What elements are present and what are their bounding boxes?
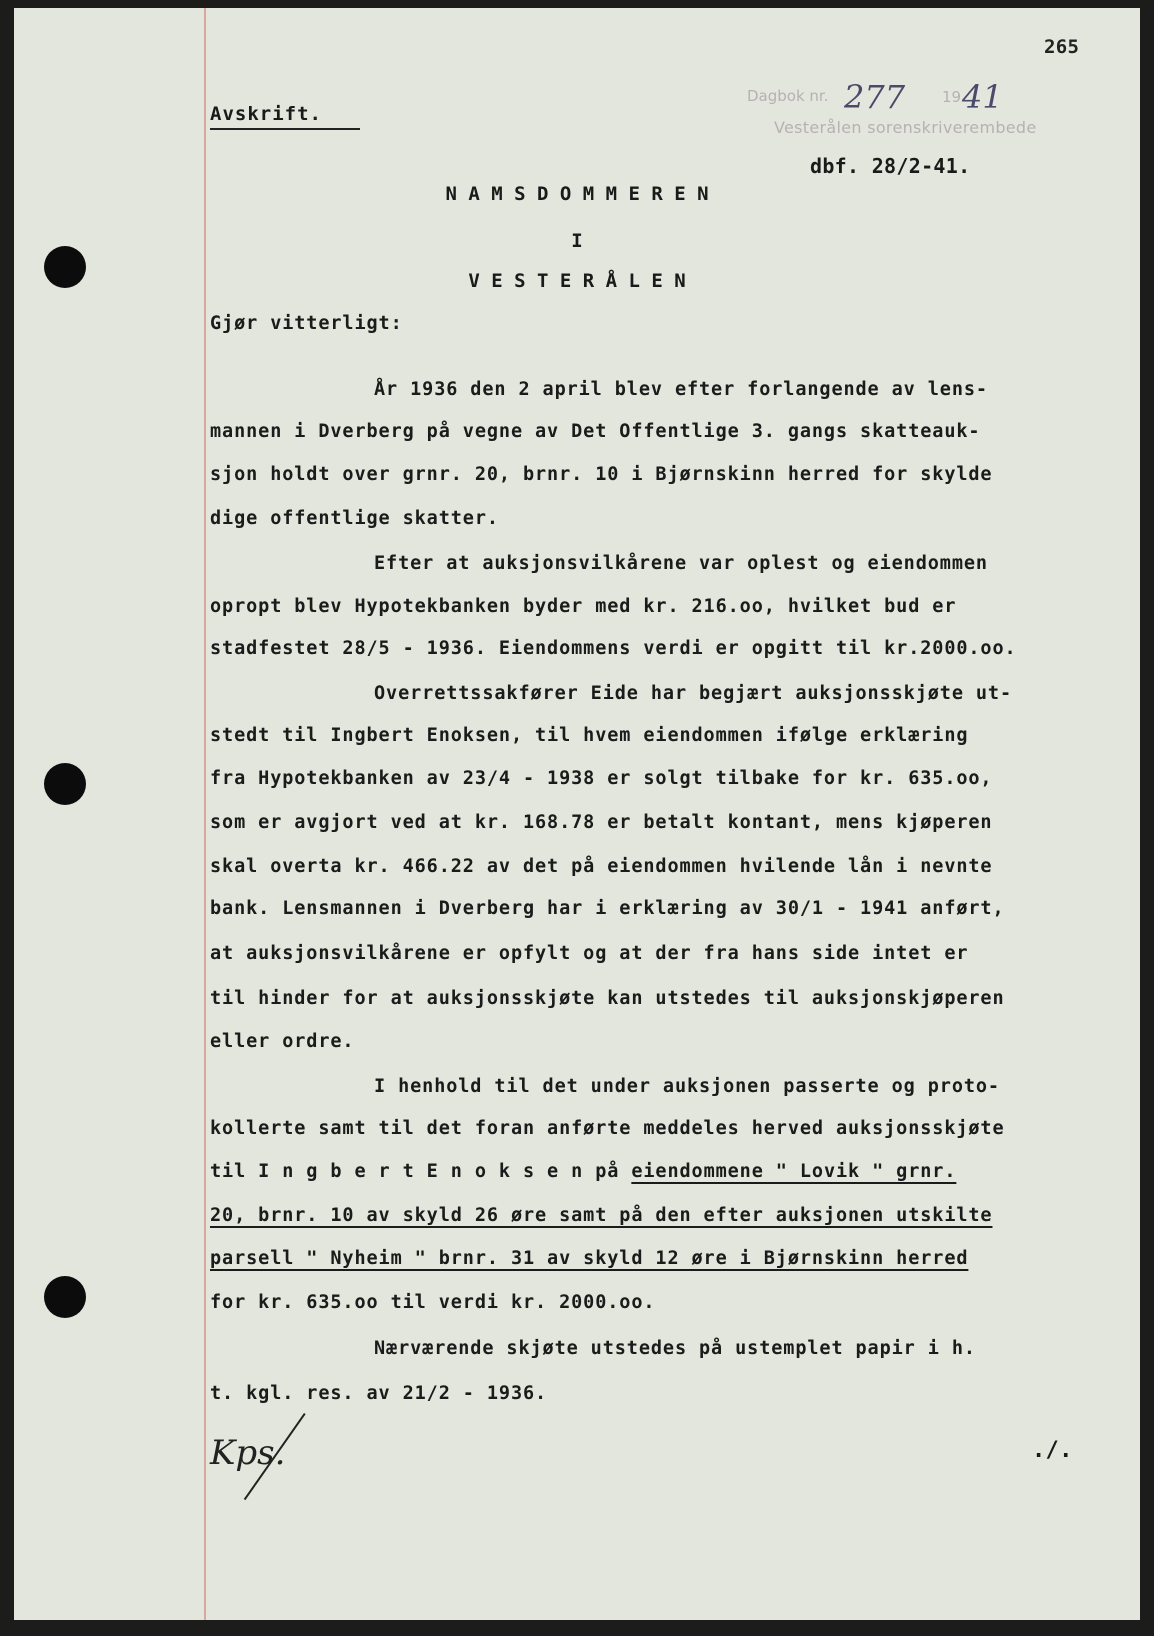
document-page — [14, 8, 1140, 1620]
body-line: for kr. 635.oo til verdi kr. 2000.oo. — [210, 1292, 656, 1313]
body-line: År 1936 den 2 april blev efter forlangende av lens- — [374, 379, 988, 400]
body-line: som er avgjort ved at kr. 168.78 er betalt kontant, mens kjøperen — [210, 812, 993, 833]
stamp-year: 19 — [942, 88, 962, 106]
end-mark: ./. — [1032, 1438, 1073, 1463]
dbf-date: dbf. 28/2-41. — [810, 154, 971, 178]
body-line-underlined: parsell " Nyheim " brnr. 31 av skyld 12 øre i Bjørnskinn herred — [210, 1248, 969, 1269]
office-stamp: Vesterålen sorenskriverembede — [774, 118, 1037, 137]
body-line: Nærværende skjøte utstedes på ustemplet papir i h. — [374, 1338, 976, 1359]
body-line: I henhold til det under auksjonen passerte og proto- — [374, 1076, 1000, 1097]
body-line: til hinder for at auksjonsskjøte kan utstedes til auksjonskjøperen — [210, 988, 1005, 1009]
body-line: bank. Lensmannen i Dverberg har i erklæring av 30/1 - 1941 anført, — [210, 898, 1005, 919]
dagbok-stamp — [747, 87, 828, 105]
body-line: Efter at auksjonsvilkårene var oplest og eiendommen — [374, 553, 988, 574]
avskrift-heading: Avskrift. — [210, 103, 322, 125]
punch-hole-middle — [44, 763, 86, 805]
punch-hole-bottom — [44, 1276, 86, 1318]
body-line-underlined: 20, brnr. 10 av skyld 26 øre samt på den efter auksjonen utskilte — [210, 1205, 993, 1226]
stamp-year-handwritten: 41 — [962, 78, 1003, 116]
body-line: stadfestet 28/5 - 1936. Eiendommens verdi er opgitt til kr.2000.oo. — [210, 638, 1017, 659]
body-line: t. kgl. res. av 21/2 - 1936. — [210, 1383, 548, 1404]
body-line: dige offentlige skatter. — [210, 508, 499, 529]
dagbok-label: Dagbok nr. — [747, 87, 829, 105]
page-number: 265 — [1044, 36, 1080, 58]
dagbok-number-handwritten: 277 — [844, 78, 906, 116]
body-line: at auksjonsvilkårene er opfylt og at der fra hans side intet er — [210, 943, 969, 964]
title-line-3: V E S T E R Å L E N — [468, 270, 686, 292]
avskrift-underline — [210, 128, 360, 130]
salutation: Gjør vitterligt: — [210, 313, 403, 334]
body-line: mannen i Dverberg på vegne av Det Offentlige 3. gangs skatteauk- — [210, 421, 981, 442]
body-line: Overrettssakfører Eide har begjært auksjonsskjøte ut- — [374, 683, 1013, 704]
title-line-1: N A M S D O M M E R E N — [445, 183, 709, 205]
body-line: kollerte samt til det foran anførte meddeles herved auksjonsskjøte — [210, 1118, 1005, 1139]
signature: Kps. — [210, 1433, 286, 1473]
title-line-2: I — [571, 230, 583, 252]
body-line: skal overta kr. 466.22 av det på eiendommen hvilende lån i nevnte — [210, 856, 993, 877]
body-line: fra Hypotekbanken av 23/4 - 1938 er solgt tilbake for kr. 635.oo, — [210, 768, 993, 789]
body-line: til I n g b e r t E n o k s e n på eiendommene " Lovik " grnr. — [210, 1161, 957, 1182]
body-line: sjon holdt over grnr. 20, brnr. 10 i Bjørnskinn herred for skylde — [210, 464, 993, 485]
body-line: eller ordre. — [210, 1031, 355, 1052]
body-line: stedt til Ingbert Enoksen, til hvem eiendommen ifølge erklæring — [210, 725, 969, 746]
body-line: opropt blev Hypotekbanken byder med kr. 216.oo, hvilket bud er — [210, 596, 957, 617]
